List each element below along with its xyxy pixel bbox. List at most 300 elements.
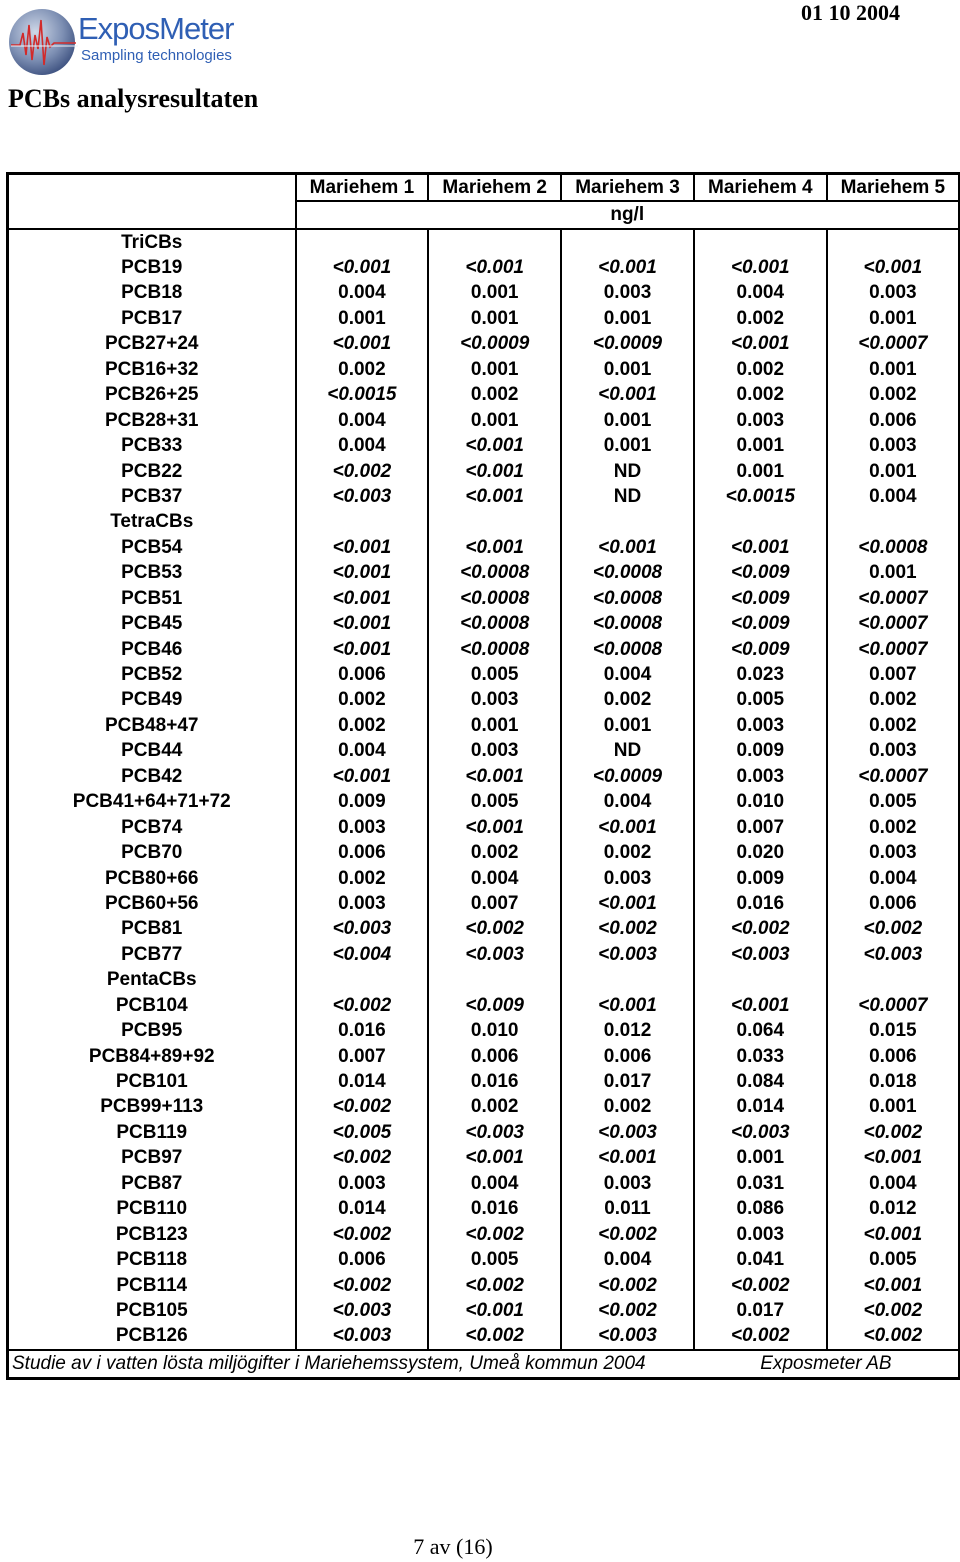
value-cell: <0.001 <box>296 332 429 357</box>
value-cell: <0.002 <box>694 1324 827 1350</box>
value-cell: <0.0008 <box>428 586 561 611</box>
value-cell: 0.006 <box>827 891 960 916</box>
congener-name: PCB48+47 <box>8 713 296 738</box>
table-row <box>8 891 960 916</box>
column-header-row <box>8 174 960 202</box>
table-row <box>8 255 960 280</box>
table-row <box>8 1146 960 1171</box>
congener-name: PCB42 <box>8 764 296 789</box>
value-cell: 0.001 <box>827 1095 960 1120</box>
congener-name: PCB95 <box>8 1018 296 1043</box>
value-cell: 0.002 <box>827 713 960 738</box>
value-cell: 0.002 <box>296 866 429 891</box>
page-title: PCBs analysresultaten <box>8 84 259 113</box>
value-cell: 0.002 <box>428 1095 561 1120</box>
value-cell: <0.001 <box>694 535 827 560</box>
value-cell: 0.001 <box>561 306 694 331</box>
value-cell: <0.001 <box>694 993 827 1018</box>
value-cell: 0.003 <box>296 815 429 840</box>
value-cell: <0.001 <box>827 1222 960 1247</box>
footer-row <box>8 1350 960 1378</box>
unit-row <box>8 201 960 228</box>
value-cell: <0.0008 <box>561 561 694 586</box>
value-cell: <0.002 <box>296 1146 429 1171</box>
value-cell: 0.004 <box>827 1171 960 1196</box>
congener-name: PCB46 <box>8 637 296 662</box>
empty-cell <box>561 229 694 255</box>
value-cell: 0.003 <box>561 1171 694 1196</box>
column-header: Mariehem 1 <box>296 174 429 202</box>
document-date: 01 10 2004 <box>801 0 900 25</box>
value-cell: 0.014 <box>296 1197 429 1222</box>
table-row <box>8 1171 960 1196</box>
value-cell: <0.0008 <box>561 637 694 662</box>
value-cell: <0.001 <box>428 535 561 560</box>
results-table-body <box>8 174 960 1379</box>
value-cell: <0.001 <box>428 764 561 789</box>
congener-name: PCB123 <box>8 1222 296 1247</box>
value-cell: <0.0007 <box>827 332 960 357</box>
logo-tagline: Sampling technologies <box>81 47 232 64</box>
value-cell: 0.003 <box>428 739 561 764</box>
table-row <box>8 535 960 560</box>
congener-name: PCB45 <box>8 611 296 636</box>
value-cell: 0.020 <box>694 840 827 865</box>
value-cell: 0.001 <box>561 713 694 738</box>
value-cell: 0.006 <box>296 1247 429 1272</box>
value-cell: <0.002 <box>827 917 960 942</box>
congener-name: PCB114 <box>8 1273 296 1298</box>
value-cell: 0.002 <box>296 688 429 713</box>
table-row <box>8 790 960 815</box>
value-cell: 0.016 <box>296 1018 429 1043</box>
value-cell: 0.016 <box>428 1069 561 1094</box>
page-number: 7 av (16) <box>413 1534 493 1559</box>
value-cell: 0.001 <box>827 561 960 586</box>
table-row <box>8 1273 960 1298</box>
value-cell: 0.011 <box>561 1197 694 1222</box>
value-cell: 0.009 <box>694 739 827 764</box>
value-cell: <0.001 <box>428 255 561 280</box>
value-cell: <0.001 <box>561 815 694 840</box>
value-cell: <0.001 <box>296 535 429 560</box>
congener-name: PCB41+64+71+72 <box>8 790 296 815</box>
value-cell: <0.005 <box>296 1120 429 1145</box>
table-row <box>8 1222 960 1247</box>
congener-name: PCB16+32 <box>8 357 296 382</box>
value-cell: <0.0015 <box>296 383 429 408</box>
congener-name: PCB110 <box>8 1197 296 1222</box>
value-cell: <0.003 <box>296 1298 429 1323</box>
congener-name: PCB101 <box>8 1069 296 1094</box>
value-cell: 0.018 <box>827 1069 960 1094</box>
value-cell: 0.086 <box>694 1197 827 1222</box>
table-row <box>8 815 960 840</box>
empty-cell <box>561 968 694 993</box>
value-cell: 0.016 <box>694 891 827 916</box>
value-cell: 0.002 <box>428 383 561 408</box>
value-cell: 0.064 <box>694 1018 827 1043</box>
value-cell: <0.001 <box>296 561 429 586</box>
value-cell: <0.009 <box>428 993 561 1018</box>
empty-cell <box>827 510 960 535</box>
value-cell: <0.003 <box>561 1324 694 1350</box>
value-cell: <0.0008 <box>561 586 694 611</box>
value-cell: <0.003 <box>296 484 429 509</box>
congener-name: PCB18 <box>8 281 296 306</box>
value-cell: 0.001 <box>694 1146 827 1171</box>
table-row <box>8 1298 960 1323</box>
value-cell: 0.002 <box>827 383 960 408</box>
value-cell: 0.004 <box>428 1171 561 1196</box>
value-cell: 0.002 <box>694 306 827 331</box>
value-cell: 0.007 <box>827 662 960 687</box>
empty-cell <box>694 229 827 255</box>
value-cell: 0.001 <box>428 306 561 331</box>
value-cell: <0.001 <box>561 1146 694 1171</box>
value-cell: 0.006 <box>296 840 429 865</box>
value-cell: <0.002 <box>296 1095 429 1120</box>
value-cell: 0.004 <box>827 484 960 509</box>
value-cell: <0.0008 <box>428 637 561 662</box>
value-cell: 0.003 <box>296 891 429 916</box>
value-cell: 0.001 <box>428 713 561 738</box>
value-cell: <0.009 <box>694 561 827 586</box>
column-header: Mariehem 2 <box>428 174 561 202</box>
congener-name: PCB74 <box>8 815 296 840</box>
value-cell: <0.002 <box>561 1222 694 1247</box>
table-row <box>8 408 960 433</box>
value-cell: 0.041 <box>694 1247 827 1272</box>
value-cell: 0.004 <box>296 408 429 433</box>
value-cell: <0.001 <box>827 1146 960 1171</box>
value-cell: <0.002 <box>428 1222 561 1247</box>
value-cell: <0.001 <box>428 1146 561 1171</box>
value-cell: 0.001 <box>428 357 561 382</box>
value-cell: 0.003 <box>561 281 694 306</box>
value-cell: 0.007 <box>428 891 561 916</box>
value-cell: 0.001 <box>561 433 694 458</box>
congener-name: PCB87 <box>8 1171 296 1196</box>
congener-name: PCB60+56 <box>8 891 296 916</box>
value-cell: <0.001 <box>428 433 561 458</box>
congener-name: PCB51 <box>8 586 296 611</box>
value-cell: 0.002 <box>694 357 827 382</box>
value-cell: 0.003 <box>428 688 561 713</box>
value-cell: 0.002 <box>561 1095 694 1120</box>
value-cell: <0.0007 <box>827 611 960 636</box>
value-cell: 0.010 <box>694 790 827 815</box>
value-cell: <0.003 <box>694 942 827 967</box>
group-label: TetraCBs <box>8 510 296 535</box>
value-cell: <0.002 <box>561 1273 694 1298</box>
group-label: PentaCBs <box>8 968 296 993</box>
value-cell: <0.0009 <box>561 332 694 357</box>
value-cell: <0.002 <box>694 1273 827 1298</box>
value-cell: 0.006 <box>827 408 960 433</box>
corner-cell <box>8 201 296 228</box>
empty-cell <box>296 510 429 535</box>
value-cell: 0.002 <box>561 840 694 865</box>
value-cell: 0.005 <box>428 1247 561 1272</box>
value-cell: <0.003 <box>561 942 694 967</box>
congener-name: PCB97 <box>8 1146 296 1171</box>
value-cell: 0.005 <box>694 688 827 713</box>
congener-name: PCB70 <box>8 840 296 865</box>
value-cell: 0.001 <box>561 408 694 433</box>
congener-name: PCB26+25 <box>8 383 296 408</box>
value-cell: 0.006 <box>827 1044 960 1069</box>
group-row <box>8 510 960 535</box>
value-cell: 0.001 <box>827 357 960 382</box>
value-cell: 0.084 <box>694 1069 827 1094</box>
value-cell: 0.023 <box>694 662 827 687</box>
table-row <box>8 1044 960 1069</box>
table-row <box>8 611 960 636</box>
table-row <box>8 433 960 458</box>
empty-cell <box>428 968 561 993</box>
value-cell: <0.002 <box>827 1298 960 1323</box>
congener-name: PCB17 <box>8 306 296 331</box>
empty-cell <box>428 510 561 535</box>
empty-cell <box>694 510 827 535</box>
empty-cell <box>694 968 827 993</box>
table-row <box>8 1069 960 1094</box>
value-cell: 0.017 <box>694 1298 827 1323</box>
congener-name: PCB81 <box>8 917 296 942</box>
value-cell: 0.001 <box>694 459 827 484</box>
table-row <box>8 993 960 1018</box>
table-row <box>8 484 960 509</box>
pcb-results-table <box>6 172 960 1380</box>
table-row <box>8 306 960 331</box>
value-cell: 0.004 <box>428 866 561 891</box>
value-cell: 0.002 <box>827 688 960 713</box>
value-cell: 0.006 <box>296 662 429 687</box>
empty-cell <box>827 229 960 255</box>
group-row <box>8 229 960 255</box>
value-cell: 0.004 <box>296 433 429 458</box>
value-cell: 0.033 <box>694 1044 827 1069</box>
value-cell: <0.001 <box>561 383 694 408</box>
group-row <box>8 968 960 993</box>
congener-name: PCB119 <box>8 1120 296 1145</box>
value-cell: 0.002 <box>296 357 429 382</box>
value-cell: 0.006 <box>428 1044 561 1069</box>
value-cell: 0.003 <box>694 1222 827 1247</box>
study-caption: Studie av i vatten lösta miljögifter i Mariehemssystem, Umeå kommun 2004 <box>8 1350 694 1378</box>
value-cell: 0.003 <box>694 408 827 433</box>
value-cell: 0.004 <box>296 739 429 764</box>
column-header: Mariehem 5 <box>827 174 960 202</box>
empty-cell <box>428 229 561 255</box>
value-cell: 0.003 <box>827 739 960 764</box>
value-cell: 0.001 <box>827 459 960 484</box>
value-cell: 0.004 <box>561 662 694 687</box>
value-cell: 0.007 <box>296 1044 429 1069</box>
table-row <box>8 1197 960 1222</box>
company-caption: Exposmeter AB <box>694 1350 960 1378</box>
congener-name: PCB77 <box>8 942 296 967</box>
value-cell: 0.005 <box>428 662 561 687</box>
value-cell: 0.031 <box>694 1171 827 1196</box>
value-cell: 0.004 <box>296 281 429 306</box>
value-cell: <0.001 <box>561 891 694 916</box>
congener-name: PCB52 <box>8 662 296 687</box>
value-cell: <0.002 <box>428 917 561 942</box>
value-cell: 0.010 <box>428 1018 561 1043</box>
value-cell: <0.002 <box>694 917 827 942</box>
value-cell: <0.0009 <box>561 764 694 789</box>
exposmeter-logo <box>6 5 246 77</box>
column-header: Mariehem 4 <box>694 174 827 202</box>
congener-name: PCB28+31 <box>8 408 296 433</box>
table-row <box>8 1095 960 1120</box>
value-cell: 0.009 <box>296 790 429 815</box>
table-row <box>8 1247 960 1272</box>
congener-name: PCB126 <box>8 1324 296 1350</box>
value-cell: ND <box>561 484 694 509</box>
value-cell: 0.014 <box>296 1069 429 1094</box>
value-cell: 0.004 <box>561 790 694 815</box>
value-cell: <0.003 <box>827 942 960 967</box>
value-cell: 0.015 <box>827 1018 960 1043</box>
value-cell: 0.016 <box>428 1197 561 1222</box>
congener-name: PCB49 <box>8 688 296 713</box>
value-cell: 0.012 <box>561 1018 694 1043</box>
value-cell: <0.002 <box>561 1298 694 1323</box>
congener-name: PCB104 <box>8 993 296 1018</box>
value-cell: 0.009 <box>694 866 827 891</box>
table-row <box>8 662 960 687</box>
column-header: Mariehem 3 <box>561 174 694 202</box>
value-cell: 0.002 <box>694 383 827 408</box>
value-cell: <0.0015 <box>694 484 827 509</box>
value-cell: <0.003 <box>296 1324 429 1350</box>
value-cell: <0.0008 <box>428 611 561 636</box>
value-cell: 0.002 <box>827 815 960 840</box>
value-cell: 0.005 <box>428 790 561 815</box>
table-row <box>8 561 960 586</box>
congener-name: PCB44 <box>8 739 296 764</box>
value-cell: <0.0008 <box>827 535 960 560</box>
value-cell: <0.003 <box>428 942 561 967</box>
value-cell: <0.002 <box>296 1222 429 1247</box>
value-cell: 0.003 <box>694 713 827 738</box>
table-row <box>8 917 960 942</box>
value-cell: <0.001 <box>296 255 429 280</box>
table-row <box>8 459 960 484</box>
table-row <box>8 942 960 967</box>
value-cell: <0.002 <box>561 917 694 942</box>
table-row <box>8 1120 960 1145</box>
value-cell: <0.001 <box>694 332 827 357</box>
value-cell: 0.001 <box>827 306 960 331</box>
value-cell: <0.001 <box>827 1273 960 1298</box>
value-cell: 0.001 <box>694 433 827 458</box>
congener-name: PCB99+113 <box>8 1095 296 1120</box>
value-cell: 0.007 <box>694 815 827 840</box>
table-row <box>8 1324 960 1350</box>
table-row <box>8 281 960 306</box>
congener-name: PCB37 <box>8 484 296 509</box>
congener-name: PCB53 <box>8 561 296 586</box>
value-cell: <0.001 <box>428 1298 561 1323</box>
empty-cell <box>296 968 429 993</box>
value-cell: <0.0007 <box>827 764 960 789</box>
empty-cell <box>561 510 694 535</box>
value-cell: 0.006 <box>561 1044 694 1069</box>
value-cell: <0.002 <box>827 1120 960 1145</box>
value-cell: <0.002 <box>428 1273 561 1298</box>
value-cell: <0.001 <box>296 764 429 789</box>
value-cell: 0.002 <box>561 688 694 713</box>
value-cell: 0.017 <box>561 1069 694 1094</box>
value-cell: <0.001 <box>296 586 429 611</box>
congener-name: PCB80+66 <box>8 866 296 891</box>
value-cell: 0.003 <box>827 840 960 865</box>
value-cell: <0.003 <box>428 1120 561 1145</box>
congener-name: PCB54 <box>8 535 296 560</box>
empty-cell <box>296 229 429 255</box>
value-cell: 0.004 <box>827 866 960 891</box>
unit-label: ng/l <box>296 201 960 228</box>
value-cell: <0.002 <box>296 993 429 1018</box>
value-cell: 0.001 <box>428 281 561 306</box>
empty-cell <box>827 968 960 993</box>
value-cell: 0.003 <box>694 764 827 789</box>
value-cell: 0.004 <box>694 281 827 306</box>
value-cell: <0.001 <box>296 611 429 636</box>
table-row <box>8 1018 960 1043</box>
value-cell: <0.002 <box>428 1324 561 1350</box>
value-cell: <0.001 <box>296 637 429 662</box>
value-cell: 0.003 <box>827 433 960 458</box>
group-label: TriCBs <box>8 229 296 255</box>
congener-name: PCB84+89+92 <box>8 1044 296 1069</box>
congener-name: PCB33 <box>8 433 296 458</box>
table-row <box>8 713 960 738</box>
value-cell: 0.001 <box>428 408 561 433</box>
congener-name: PCB19 <box>8 255 296 280</box>
table-row <box>8 586 960 611</box>
value-cell: <0.002 <box>296 459 429 484</box>
value-cell: 0.004 <box>561 1247 694 1272</box>
table-row <box>8 739 960 764</box>
table-row <box>8 866 960 891</box>
value-cell: 0.002 <box>428 840 561 865</box>
value-cell: <0.002 <box>827 1324 960 1350</box>
value-cell: ND <box>561 459 694 484</box>
value-cell: <0.001 <box>428 459 561 484</box>
table-row <box>8 332 960 357</box>
value-cell: <0.004 <box>296 942 429 967</box>
value-cell: 0.003 <box>561 866 694 891</box>
value-cell: <0.001 <box>428 484 561 509</box>
value-cell: <0.009 <box>694 637 827 662</box>
value-cell: <0.003 <box>694 1120 827 1145</box>
congener-name: PCB118 <box>8 1247 296 1272</box>
value-cell: <0.0009 <box>428 332 561 357</box>
value-cell: <0.0008 <box>428 561 561 586</box>
value-cell: 0.003 <box>296 1171 429 1196</box>
value-cell: 0.002 <box>296 713 429 738</box>
congener-name: PCB105 <box>8 1298 296 1323</box>
value-cell: 0.005 <box>827 1247 960 1272</box>
table-row <box>8 688 960 713</box>
value-cell: <0.003 <box>296 917 429 942</box>
congener-name: PCB22 <box>8 459 296 484</box>
